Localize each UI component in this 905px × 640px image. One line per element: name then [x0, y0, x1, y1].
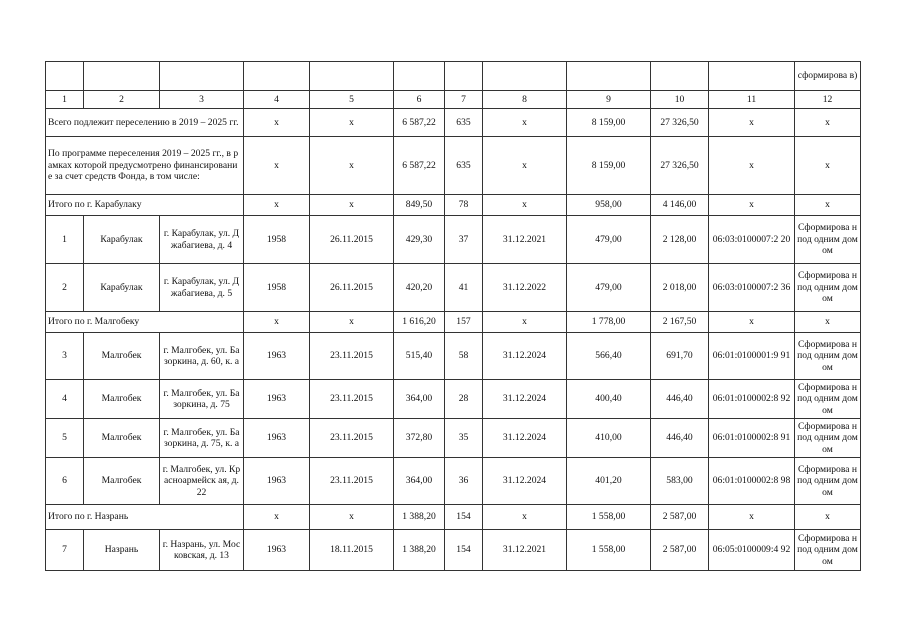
table-cell: x — [795, 109, 861, 137]
address-cell: г. Малгобек, ул. Красноармейск ая, д. 22 — [160, 458, 244, 505]
table-row — [46, 530, 861, 571]
people-cell: 37 — [445, 216, 483, 264]
table-cell: 6 587,22 — [394, 137, 445, 195]
group-total-row — [46, 312, 861, 333]
plan-date-cell: 31.12.2024 — [483, 333, 567, 380]
people-cell: 154 — [445, 530, 483, 571]
date-cell: 26.11.2015 — [310, 264, 394, 312]
column-number: 9 — [567, 91, 651, 109]
plan-date-cell: 31.12.2021 — [483, 530, 567, 571]
city-cell: Малгобек — [84, 419, 160, 458]
table-cell: 635 — [445, 137, 483, 195]
area2-cell: 400,40 — [567, 380, 651, 419]
group-total-row — [46, 505, 861, 530]
date-cell: 23.11.2015 — [310, 333, 394, 380]
column-number: 8 — [483, 91, 567, 109]
city-cell: Малгобек — [84, 333, 160, 380]
table-row — [46, 419, 861, 458]
cadastral-cell: 06:05:0100009:4 92 — [709, 530, 795, 571]
total-program-row — [46, 137, 861, 195]
plan-date-cell: 31.12.2024 — [483, 380, 567, 419]
table-cell: x — [483, 312, 567, 333]
table-cell: x — [310, 505, 394, 530]
plan-date-cell: 31.12.2021 — [483, 216, 567, 264]
table-cell: 635 — [445, 109, 483, 137]
column-number: 11 — [709, 91, 795, 109]
table-cell: x — [244, 109, 310, 137]
people-cell: 36 — [445, 458, 483, 505]
table-cell — [84, 62, 160, 91]
date-cell: 23.11.2015 — [310, 419, 394, 458]
area-cell: 364,00 — [394, 380, 445, 419]
row-number: 7 — [46, 530, 84, 571]
group-total-row — [46, 195, 861, 216]
row-number: 3 — [46, 333, 84, 380]
city-cell: Малгобек — [84, 458, 160, 505]
people-cell: 35 — [445, 419, 483, 458]
table-cell: 78 — [445, 195, 483, 216]
header-cell-note: сформирова в) — [795, 62, 861, 91]
column-number: 4 — [244, 91, 310, 109]
column-number: 7 — [445, 91, 483, 109]
total-label: Всего подлежит переселению в 2019 – 2025 гг. — [46, 109, 244, 137]
table-cell: x — [244, 505, 310, 530]
area2-cell: 479,00 — [567, 264, 651, 312]
table-cell: x — [483, 505, 567, 530]
group-total-label: Итого по г. Малгобеку — [46, 312, 244, 333]
column-number: 6 — [394, 91, 445, 109]
plan-date-cell: 31.12.2024 — [483, 458, 567, 505]
cost-cell: 583,00 — [651, 458, 709, 505]
cost-cell: 446,40 — [651, 380, 709, 419]
table-cell: x — [483, 109, 567, 137]
table-cell: x — [244, 137, 310, 195]
plan-date-cell: 31.12.2024 — [483, 419, 567, 458]
people-cell: 58 — [445, 333, 483, 380]
note-cell: Сформирова н под одним домом — [795, 380, 861, 419]
table-cell — [394, 62, 445, 91]
table-cell: x — [709, 312, 795, 333]
table-cell: 849,50 — [394, 195, 445, 216]
date-cell: 18.11.2015 — [310, 530, 394, 571]
table-cell: x — [310, 109, 394, 137]
cost-cell: 2 587,00 — [651, 530, 709, 571]
area2-cell: 410,00 — [567, 419, 651, 458]
year-cell: 1963 — [244, 458, 310, 505]
cost-cell: 2 018,00 — [651, 264, 709, 312]
table-cell: x — [483, 195, 567, 216]
cadastral-cell: 06:01:0100002:8 92 — [709, 380, 795, 419]
table-row — [46, 264, 861, 312]
area-cell: 364,00 — [394, 458, 445, 505]
table-cell: x — [709, 109, 795, 137]
table-row — [46, 458, 861, 505]
table-cell: x — [709, 137, 795, 195]
city-cell: Карабулак — [84, 216, 160, 264]
year-cell: 1963 — [244, 419, 310, 458]
year-cell: 1963 — [244, 530, 310, 571]
people-cell: 28 — [445, 380, 483, 419]
table-cell — [483, 62, 567, 91]
year-cell: 1958 — [244, 216, 310, 264]
table-cell: 1 616,20 — [394, 312, 445, 333]
table-cell — [160, 62, 244, 91]
table-cell: 1 388,20 — [394, 505, 445, 530]
row-number: 6 — [46, 458, 84, 505]
note-cell: Сформирова н под одним домом — [795, 333, 861, 380]
city-cell: Карабулак — [84, 264, 160, 312]
table-cell — [709, 62, 795, 91]
table-cell — [244, 62, 310, 91]
area-cell: 515,40 — [394, 333, 445, 380]
table-cell: 1 778,00 — [567, 312, 651, 333]
note-cell: Сформирова н под одним домом — [795, 216, 861, 264]
cadastral-cell: 06:01:0100001:9 91 — [709, 333, 795, 380]
cadastral-cell: 06:03:0100007:2 36 — [709, 264, 795, 312]
address-cell: г. Малгобек, ул. Базоркина, д. 75 — [160, 380, 244, 419]
cost-cell: 446,40 — [651, 419, 709, 458]
table-row — [46, 216, 861, 264]
address-cell: г. Назрань, ул. Московская, д. 13 — [160, 530, 244, 571]
table-cell: x — [244, 195, 310, 216]
area-cell: 372,80 — [394, 419, 445, 458]
group-total-label: Итого по г. Назрань — [46, 505, 244, 530]
table-cell — [445, 62, 483, 91]
year-cell: 1963 — [244, 380, 310, 419]
table-cell — [651, 62, 709, 91]
cost-cell: 691,70 — [651, 333, 709, 380]
column-number: 5 — [310, 91, 394, 109]
table-cell: 8 159,00 — [567, 137, 651, 195]
table-cell: x — [310, 312, 394, 333]
table-cell: x — [795, 312, 861, 333]
table-cell: x — [310, 195, 394, 216]
area-cell: 420,20 — [394, 264, 445, 312]
date-cell: 26.11.2015 — [310, 216, 394, 264]
note-cell: Сформирова н под одним домом — [795, 419, 861, 458]
area2-cell: 566,40 — [567, 333, 651, 380]
table-cell: x — [709, 505, 795, 530]
row-number: 2 — [46, 264, 84, 312]
table-cell: 6 587,22 — [394, 109, 445, 137]
table-cell: 154 — [445, 505, 483, 530]
cost-cell: 2 128,00 — [651, 216, 709, 264]
group-total-label: Итого по г. Карабулаку — [46, 195, 244, 216]
year-cell: 1958 — [244, 264, 310, 312]
table-cell — [310, 62, 394, 91]
table-cell: 1 558,00 — [567, 505, 651, 530]
table-cell: x — [244, 312, 310, 333]
column-numbers-row — [46, 91, 861, 109]
table-cell: x — [709, 195, 795, 216]
column-number: 1 — [46, 91, 84, 109]
row-number: 5 — [46, 419, 84, 458]
table-cell: 8 159,00 — [567, 109, 651, 137]
table-cell — [46, 62, 84, 91]
table-row — [46, 333, 861, 380]
table-cell: 2 587,00 — [651, 505, 709, 530]
column-number: 12 — [795, 91, 861, 109]
resettlement-table — [45, 61, 861, 571]
row-number: 4 — [46, 380, 84, 419]
table-cell: 27 326,50 — [651, 109, 709, 137]
area2-cell: 401,20 — [567, 458, 651, 505]
table-cell: x — [795, 137, 861, 195]
column-number: 2 — [84, 91, 160, 109]
address-cell: г. Малгобек, ул. Базоркина, д. 60, к. а — [160, 333, 244, 380]
table-cell: 157 — [445, 312, 483, 333]
year-cell: 1963 — [244, 333, 310, 380]
table-cell: x — [795, 195, 861, 216]
note-cell: Сформирова н под одним домом — [795, 264, 861, 312]
people-cell: 41 — [445, 264, 483, 312]
table-cell: 958,00 — [567, 195, 651, 216]
area-cell: 429,30 — [394, 216, 445, 264]
total-label: По программе переселения 2019 – 2025 гг., в рамках которой предусмотрено финансирование за счет средств Фонда, в том числе: — [46, 137, 244, 195]
table-cell: 2 167,50 — [651, 312, 709, 333]
table-cell: 4 146,00 — [651, 195, 709, 216]
note-cell: Сформирова н под одним домом — [795, 458, 861, 505]
city-cell: Назрань — [84, 530, 160, 571]
plan-date-cell: 31.12.2022 — [483, 264, 567, 312]
area2-cell: 479,00 — [567, 216, 651, 264]
date-cell: 23.11.2015 — [310, 380, 394, 419]
date-cell: 23.11.2015 — [310, 458, 394, 505]
area2-cell: 1 558,00 — [567, 530, 651, 571]
table-cell — [567, 62, 651, 91]
table-cell: 27 326,50 — [651, 137, 709, 195]
cadastral-cell: 06:01:0100002:8 91 — [709, 419, 795, 458]
table-cell: x — [310, 137, 394, 195]
cadastral-cell: 06:03:0100007:2 20 — [709, 216, 795, 264]
row-number: 1 — [46, 216, 84, 264]
total-all-row — [46, 109, 861, 137]
column-number: 10 — [651, 91, 709, 109]
table-row — [46, 380, 861, 419]
cadastral-cell: 06:01:0100002:8 98 — [709, 458, 795, 505]
table-cell: x — [483, 137, 567, 195]
table-cell: x — [795, 505, 861, 530]
header-row — [46, 62, 861, 91]
area-cell: 1 388,20 — [394, 530, 445, 571]
column-number: 3 — [160, 91, 244, 109]
note-cell: Сформирова н под одним домом — [795, 530, 861, 571]
address-cell: г. Карабулак, ул. Джабагиева, д. 5 — [160, 264, 244, 312]
city-cell: Малгобек — [84, 380, 160, 419]
address-cell: г. Карабулак, ул. Джабагиева, д. 4 — [160, 216, 244, 264]
address-cell: г. Малгобек, ул. Базоркина, д. 75, к. а — [160, 419, 244, 458]
